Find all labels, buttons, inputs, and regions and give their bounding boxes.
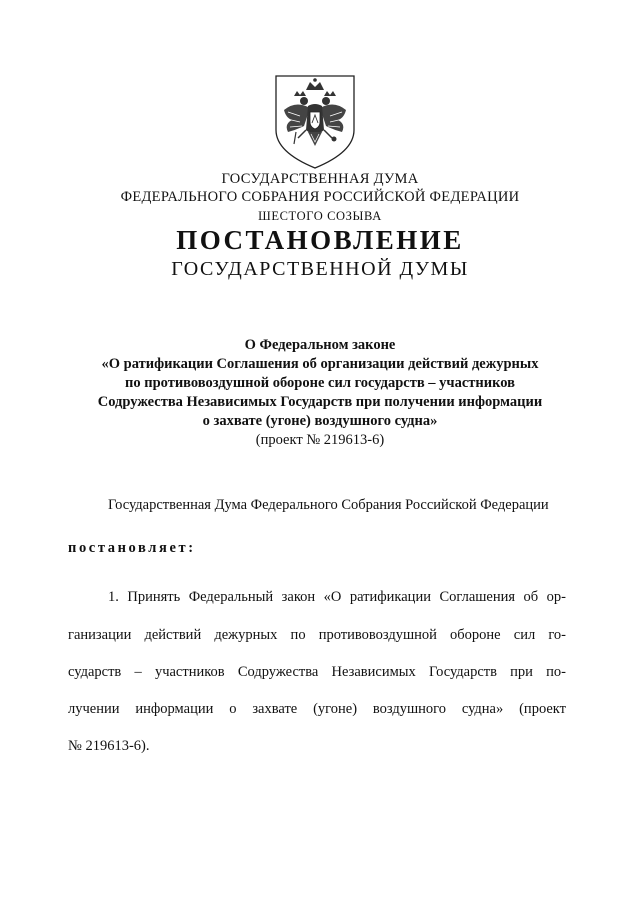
subject-line-2: «О ратификации Соглашения об организации действий дежурных <box>101 356 539 372</box>
document-subtype-title: ГОСУДАРСТВЕННОЙ ДУМЫ <box>171 258 469 280</box>
preamble-text: Государственная Дума Федерального Собрания Российской Федерации <box>108 497 549 513</box>
subject-line-3: по противовоздушной обороне сил государств – участников <box>124 375 516 391</box>
document-type-title: ПОСТАНОВЛЕНИЕ <box>176 225 464 255</box>
convocation-label: ШЕСТОГО СОЗЫВА <box>258 209 382 223</box>
subject-line-1: О Федеральном законе <box>244 337 396 353</box>
subject-line-5: о захвате (угоне) воздушного судна» <box>202 413 438 429</box>
resolves-label: постановляет: <box>68 540 196 556</box>
org-name-line-1: ГОСУДАРСТВЕННАЯ ДУМА <box>221 171 419 187</box>
item-1-line-4: лучении информации о захвате (угоне) воздушного судна» (проект <box>68 701 566 717</box>
org-name-line-2: ФЕДЕРАЛЬНОГО СОБРАНИЯ РОССИЙСКОЙ ФЕДЕРАЦИИ <box>120 189 520 205</box>
item-1-line-5: № 219613-6). <box>68 738 150 754</box>
item-1-line-1: 1. Принять Федеральный закон «О ратификации Соглашения об ор- <box>108 589 566 605</box>
project-number: (проект № 219613-6) <box>255 432 385 448</box>
item-1-line-2: ганизации действий дежурных по противовоздушной обороне сил го- <box>68 627 566 643</box>
subject-line-4: Содружества Независимых Государств при получении информации <box>97 394 543 410</box>
item-1-line-3: сударств – участников Содружества Независимых Государств при по- <box>68 664 566 680</box>
russian-coat-of-arms-icon <box>270 72 360 172</box>
